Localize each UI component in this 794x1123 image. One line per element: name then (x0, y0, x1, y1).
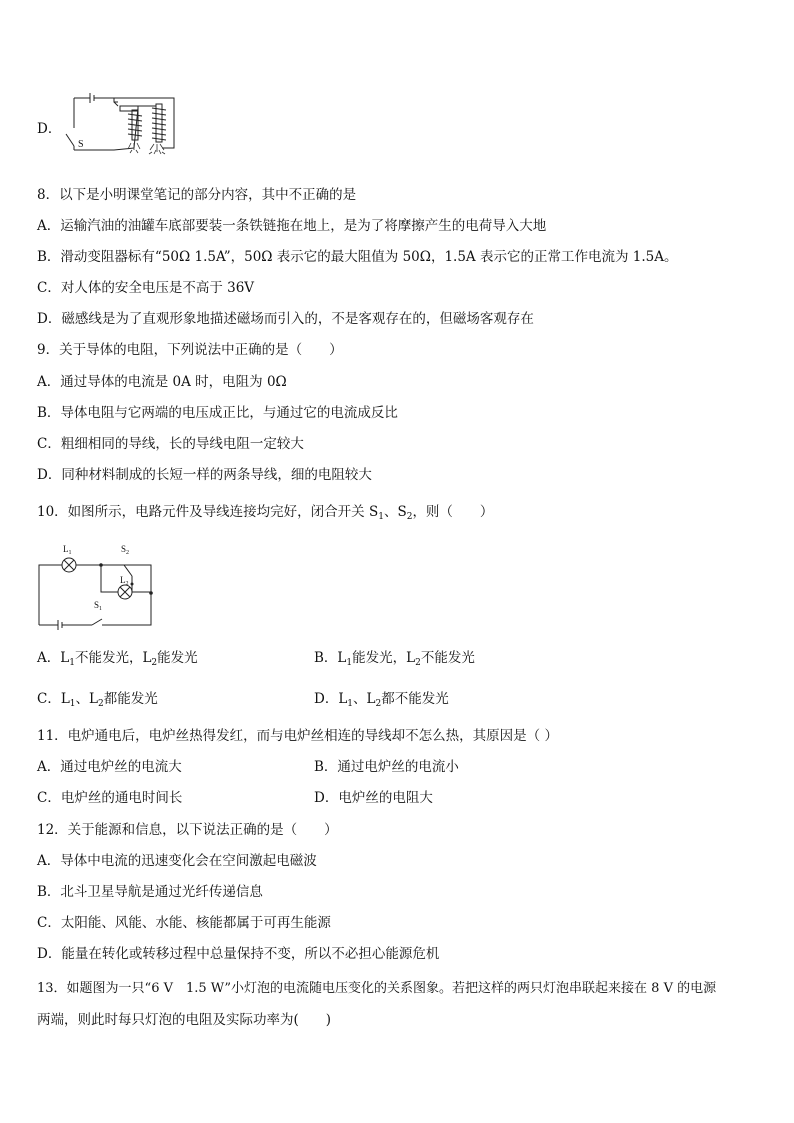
svg-text:S2: $S_2$ (121, 544, 130, 556)
q8-option-c: C．对人体的安全电压是不高于 36V (37, 280, 255, 296)
q12-option-b: B．北斗卫星导航是通过光纤传递信息 (37, 884, 263, 900)
q9-stem: 9．关于导体的电阻，下列说法中正确的是（ ） (37, 342, 343, 358)
q8-option-d: D．磁感线是为了直观形象地描述磁场而引入的，不是客观存在的，但磁场客观存在 (37, 311, 534, 327)
svg-text:S1: $S_1$ (94, 600, 103, 612)
q8-option-b: B．滑动变阻器标有“50Ω 1.5A”，50Ω 表示它的最大阻值为 50Ω，1.5A 表示它的正常工作电流为 1.5A。 (37, 249, 678, 265)
q10-circuit-diagram (36, 540, 160, 632)
q12-stem: 12．关于能源和信息，以下说法正确的是（ ） (37, 822, 338, 838)
q7-switch-label: S (78, 139, 84, 150)
q9-option-a: A．通过导体的电流是 0A 时，电阻为 0Ω (37, 374, 287, 390)
q10-option-b: B．$L_1$能发光，$L_2$不能发光 (314, 650, 475, 668)
q8-stem: 8．以下是小明课堂笔记的部分内容，其中不正确的是 (37, 187, 357, 203)
q12-option-c: C．太阳能、风能、水能、核能都属于可再生能源 (37, 915, 331, 931)
q12-option-a: A．导体中电流的迅速变化会在空间激起电磁波 (37, 853, 317, 869)
q12-option-d: D．能量在转化或转移过程中总量保持不变，所以不必担心能源危机 (37, 946, 440, 962)
q9-option-c: C．粗细相同的导线，长的导线电阻一定较大 (37, 436, 304, 452)
q13-stem-line2: 两端，则此时每只灯泡的电阻及实际功率为( ) (37, 1012, 332, 1028)
q10-option-c: C．$L_1$、$L_2$都能发光 (37, 691, 158, 709)
q11-option-d: D．电炉丝的电阻大 (314, 790, 433, 806)
q10-option-a: A．$L_1$不能发光，$L_2$能发光 (37, 650, 198, 668)
q10-s2-label: S (121, 544, 127, 554)
q11-stem: 11．电炉通电后，电炉丝热得发红，而与电炉丝相连的导线却不怎么热，其原因是（ ） (37, 728, 558, 744)
q8-option-a: A．运输汽油的油罐车底部要装一条铁链拖在地上，是为了将摩擦产生的电荷导入大地 (37, 218, 547, 234)
q13-stem-line1: 13．如题图为一只“6 V 1.5 W”小灯泡的电流随电压变化的关系图象。若把这样的两只灯泡串联起来接在 8 V 的电源 (37, 981, 717, 996)
q9-option-b: B．导体电阻与它两端的电压成正比，与通过它的电流成反比 (37, 405, 398, 421)
q11-option-a: A．通过电炉丝的电流大 (37, 759, 182, 775)
q10-l2-label: L (120, 575, 126, 585)
q11-option-b: B．通过电炉丝的电流小 (314, 759, 459, 775)
q7-option-d-label: D． (37, 121, 62, 137)
q10-l1-label: L (63, 544, 69, 554)
q7-electromagnet-figure (62, 88, 182, 160)
q10-option-d: D．$L_1$、$L_2$都不能发光 (314, 691, 449, 709)
svg-text:L2: $L_2$ (120, 575, 129, 587)
q9-option-d: D．同种材料制成的长短一样的两条导线，细的电阻较大 (37, 467, 372, 483)
q10-s1-label: S (94, 600, 100, 610)
q11-option-c: C．电炉丝的通电时间长 (37, 790, 183, 806)
q10-stem: 10．如图所示，电路元件及导线连接均完好，闭合开关 $S_1$、$S_2$，则（ ） (37, 504, 494, 522)
svg-text:L1: $L_1$ (63, 544, 72, 556)
